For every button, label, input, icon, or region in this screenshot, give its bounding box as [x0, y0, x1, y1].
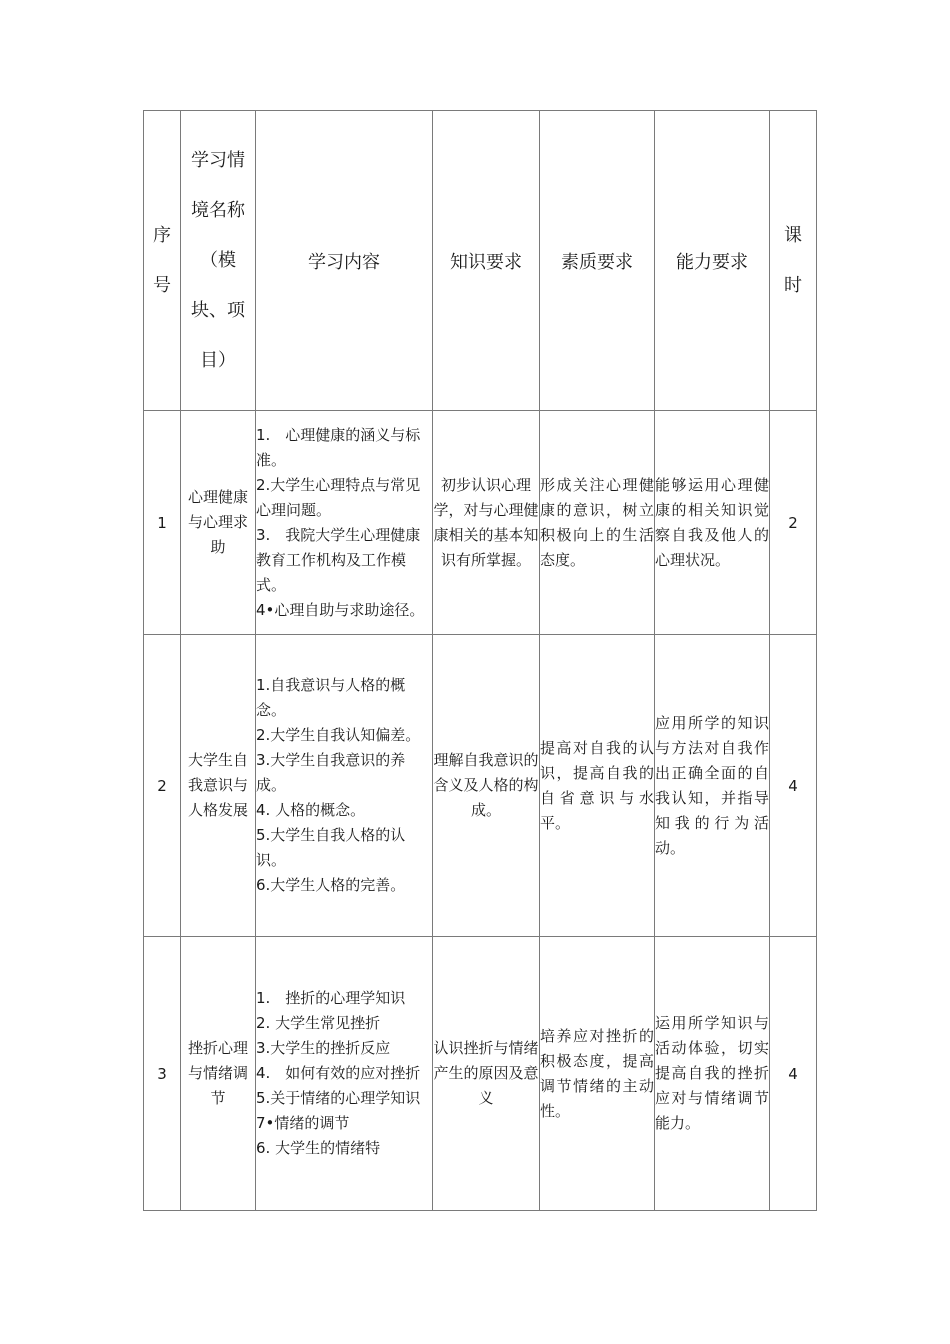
row-hours: 2 — [770, 411, 817, 635]
row-hours: 4 — [770, 635, 817, 937]
content-item: 3. 我院大学生心理健康教育工作机构及工作模式。 — [256, 525, 421, 594]
table-row — [144, 635, 817, 937]
row-title: 心理健康与心理求助 — [181, 411, 256, 635]
content-item: 1. 挫折的心理学知识 — [256, 989, 406, 1007]
row-content — [256, 635, 433, 937]
content-item: 5.大学生自我人格的认识。 — [256, 826, 406, 869]
content-item: 6. 大学生的情绪特 — [256, 1139, 381, 1157]
header-row — [144, 111, 817, 411]
header-hours-char: 时 — [784, 274, 802, 296]
row-hours: 4 — [770, 937, 817, 1211]
row-knowledge: 初步认识心理学，对与心理健康相关的基本知识有所掌握。 — [433, 411, 540, 635]
row-content — [256, 937, 433, 1211]
row-ability: 运用所学知识与活动体验，切实提高自我的挫折应对与情绪调节能力。 — [655, 937, 770, 1211]
row-knowledge: 认识挫折与情绪产生的原因及意义 — [433, 937, 540, 1211]
content-item: 6.大学生人格的完善。 — [256, 876, 406, 894]
row-quality: 形成关注心理健康的意识，树立积极向上的生活态度。 — [540, 411, 655, 635]
content-item: 1. 心理健康的涵义与标准。 — [256, 425, 421, 469]
header-index — [144, 111, 181, 411]
content-item: 3.大学生自我意识的养成。 — [256, 751, 406, 794]
header-index-char: 号 — [153, 274, 171, 296]
header-hours — [770, 111, 817, 411]
row-quality: 培养应对挫折的积极态度，提高调节情绪的主动性。 — [540, 937, 655, 1211]
content-item: 2.大学生自我认知偏差。 — [256, 726, 421, 744]
header-hours-char: 课 — [784, 224, 802, 246]
header-index-char: 序 — [153, 224, 171, 246]
course-table — [143, 110, 817, 1211]
content-item: 4. 如何有效的应对挫折 — [256, 1064, 421, 1082]
content-item: 1.自我意识与人格的概念。 — [256, 676, 406, 719]
row-content — [256, 411, 433, 635]
row-index: 3 — [144, 937, 181, 1211]
table-row — [144, 411, 817, 635]
row-ability: 应用所学的知识与方法对自我作出正确全面的自我认知，并指导知我的行为活动。 — [655, 635, 770, 937]
row-ability: 能够运用心理健康的相关知识觉察自我及他人的心理状况。 — [655, 411, 770, 635]
header-knowledge: 知识要求 — [433, 111, 540, 411]
header-name-line: 块、项 — [191, 299, 245, 321]
header-name-line: 学习情 — [191, 149, 245, 171]
header-name-line: 境名称 — [191, 199, 245, 221]
table-row — [144, 937, 817, 1211]
row-quality: 提高对自我的认识，提高自我的自省意识与水平。 — [540, 635, 655, 937]
content-item: 7•情绪的调节 — [256, 1114, 350, 1132]
content-item: 2. 大学生常见挫折 — [256, 1014, 381, 1032]
row-index: 1 — [144, 411, 181, 635]
content-item: 4•心理自助与求助途径。 — [256, 600, 425, 619]
content-item: 5.关于情绪的心理学知识 — [256, 1089, 421, 1107]
row-title: 挫折心理与情绪调节 — [181, 937, 256, 1211]
header-name-line: 目） — [200, 349, 236, 371]
header-quality: 素质要求 — [540, 111, 655, 411]
row-index: 2 — [144, 635, 181, 937]
content-item: 2.大学生心理特点与常见心理问题。 — [256, 475, 421, 519]
content-item: 4. 人格的概念。 — [256, 801, 366, 819]
row-knowledge: 理解自我意识的含义及人格的构成。 — [433, 635, 540, 937]
header-ability: 能力要求 — [655, 111, 770, 411]
header-module-name — [181, 111, 256, 411]
row-title: 大学生自我意识与人格发展 — [181, 635, 256, 937]
header-name-line: （模 — [200, 249, 236, 271]
header-content: 学习内容 — [256, 111, 433, 411]
content-item: 3.大学生的挫折反应 — [256, 1039, 391, 1057]
